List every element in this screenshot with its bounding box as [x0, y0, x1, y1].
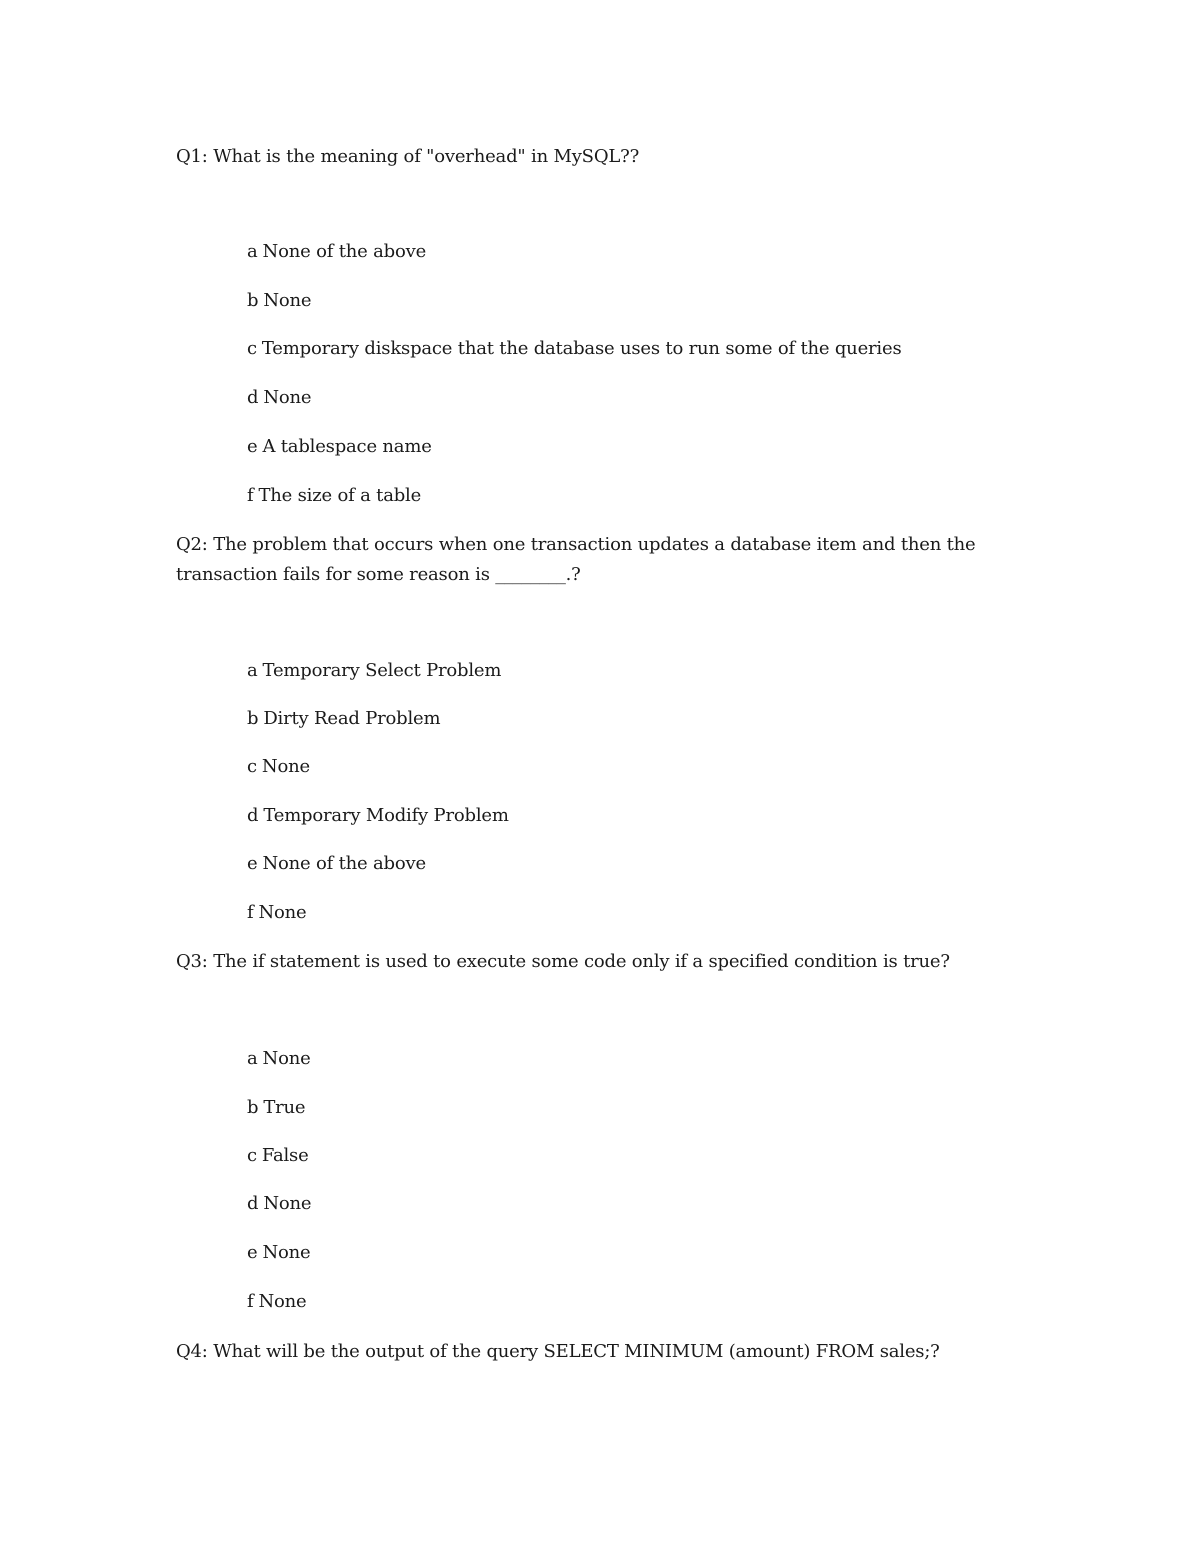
option-2b: b Dirty Read Problem	[247, 708, 441, 729]
option-2d: d Temporary Modify Problem	[247, 805, 509, 826]
question-1	[176, 142, 1006, 172]
option-1b: b None	[247, 290, 312, 311]
option-2a: a Temporary Select Problem	[247, 660, 502, 681]
question-4	[176, 1337, 1006, 1367]
question-label: Q3:	[176, 951, 208, 972]
option-1c: c Temporary diskspace that the database uses to run some of the queries	[247, 338, 902, 359]
question-label: Q4:	[176, 1341, 208, 1362]
question-3	[176, 947, 1006, 977]
question-label: Q1:	[176, 146, 208, 167]
option-2f: f None	[247, 902, 307, 923]
question-text: The if statement is used to execute some code only if a specified condition is true?	[213, 951, 950, 972]
option-3e: e None	[247, 1242, 311, 1263]
option-2c: c None	[247, 756, 310, 777]
question-2	[176, 530, 1006, 590]
question-label: Q2:	[176, 534, 208, 555]
option-2e: e None of the above	[247, 853, 426, 874]
question-text: The problem that occurs when one transaction updates a database item and then the transaction fails for some reason is ________.?	[176, 534, 976, 585]
option-1f: f The size of a table	[247, 485, 422, 506]
option-1e: e A tablespace name	[247, 436, 432, 457]
option-3c: c False	[247, 1145, 309, 1166]
option-1d: d None	[247, 387, 312, 408]
question-text: What will be the output of the query SELECT MINIMUM (amount) FROM sales;?	[213, 1341, 940, 1362]
option-3d: d None	[247, 1193, 312, 1214]
option-3a: a None	[247, 1048, 311, 1069]
option-3f: f None	[247, 1291, 307, 1312]
option-1a: a None of the above	[247, 241, 427, 262]
question-text: What is the meaning of "overhead" in MySQL??	[213, 146, 640, 167]
option-3b: b True	[247, 1097, 306, 1118]
